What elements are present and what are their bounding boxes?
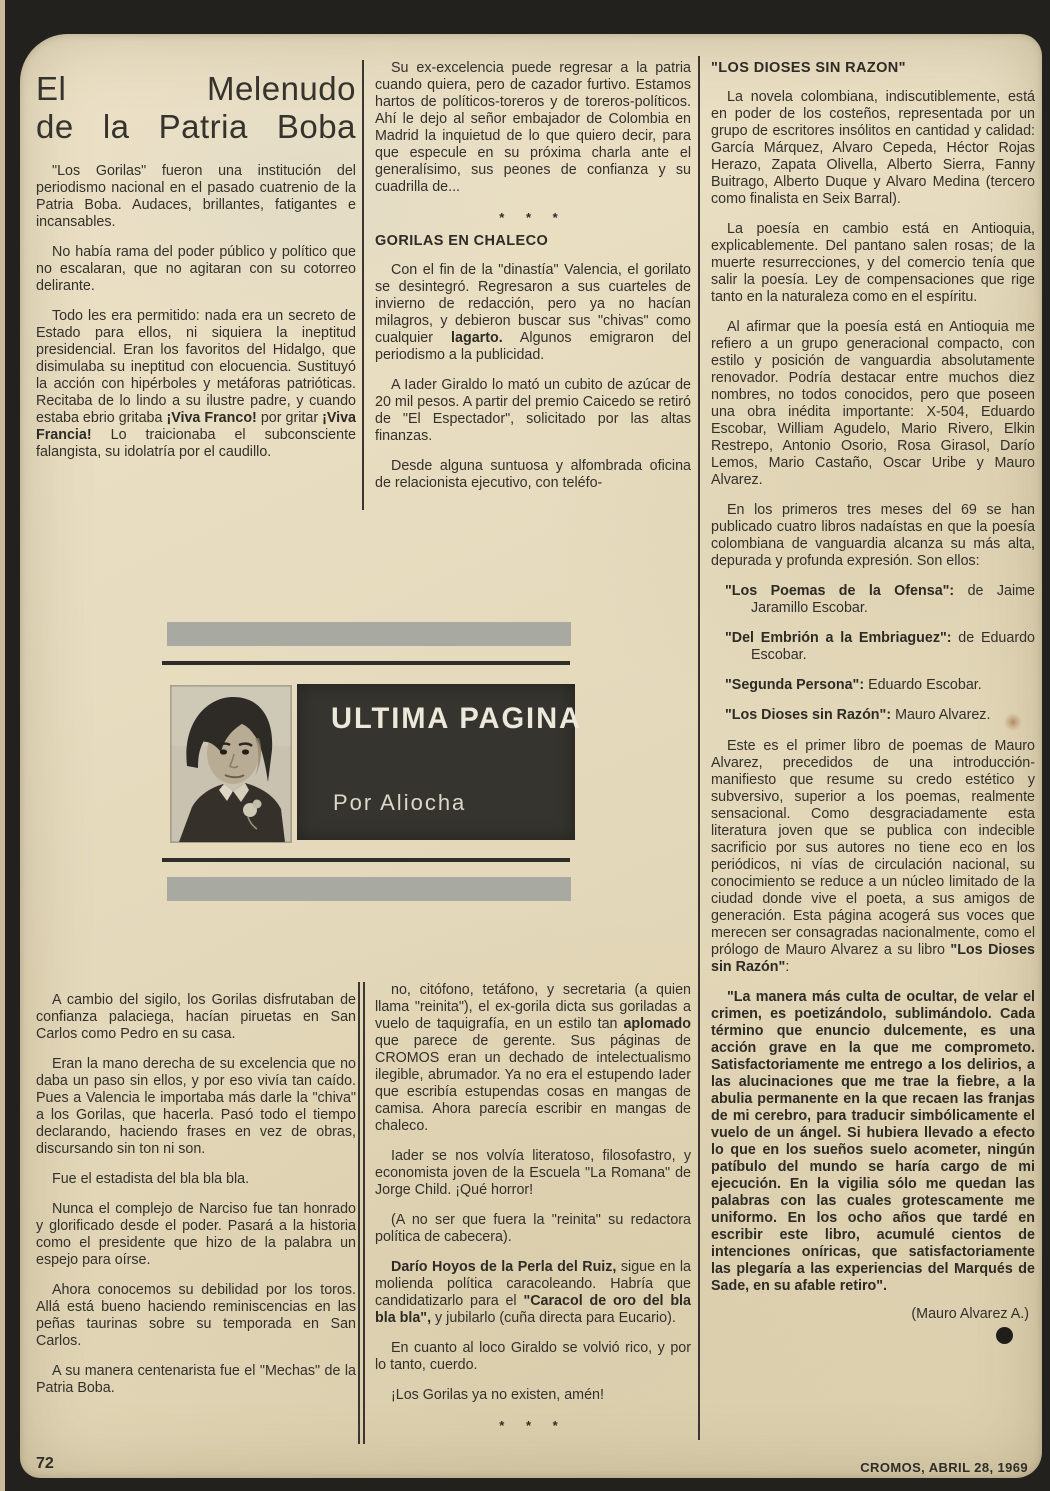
- paragraph: La poesía en cambio está en Antioquia, explicablemente. Del pantano salen rosas; de la muerte resurrecciones, y del comercio tenía que salir la poesía. Ley de compensaciones que rige tanto en la naturaleza como en el espíritu.: [711, 221, 1035, 305]
- paragraph: No había rama del poder público y político que no escalaran, que no agitaran con su cotorreo delirante.: [36, 244, 356, 294]
- decorative-gray-bar-top: [167, 622, 571, 646]
- paragraph: Ahora conocemos su debilidad por los toros. Allá está bueno haciendo reminiscencias en las peñas taurinas sobre su temporada en San Carlos.: [36, 1282, 356, 1349]
- paragraph: Todo les era permitido: nada era un secreto de Estado para ellos, ni siquiera la ineptitud presidencial. Eran los favoritos del Hidalgo, que disimulaba su ineptitud con elocuencia. Sustituyó la acción con hipérboles y metáforas patrióticas. Recitaba de lo lindo a su ilustre padre, y cuando estaba ebrio gritaba ¡Viva Franco! por gritar ¡Viva Francia! Lo traicionaba el subconsciente falangista, su idolatría por el caudillo.: [36, 308, 357, 460]
- book-list-item: "Del Embrión a la Embriaguez": de Eduardo Escobar.: [725, 630, 1035, 663]
- paragraph: Eran la mano derecha de su excelencia que no daba un paso sin ellos, y por eso vivía tan caído. Pues a Valencia le importaba más darle la "chiva" a los Gorilas, que hacerla. Pasó todo el tiempo declarando, haciendo frases en vez de obras, discursando sin ton ni son.: [36, 1056, 356, 1157]
- paragraph: "Los Gorilas" fueron una institución del periodismo nacional en el pasado cuatrenio de la Patria Boba. Audaces, brillantes, fatigantes e incansables.: [36, 163, 356, 230]
- quote-attribution: (Mauro Alvarez A.): [911, 1306, 1029, 1322]
- paragraph: Nunca el complejo de Narciso fue tan honrado y glorificado desde el poder. Pasará a la historia como el presidente que hizo de la palabra un espejo para oírse.: [36, 1201, 356, 1268]
- magazine-page: [20, 34, 1042, 1478]
- paragraph: A cambio del sigilo, los Gorilas disfrutaban de confianza palaciega, hacían piruetas en San Carlos como Pedro en su casa.: [36, 992, 356, 1042]
- section-separator-stars: * * *: [499, 210, 567, 225]
- decorative-gray-bar-bottom: [167, 877, 571, 901]
- paragraph: Con el fin de la "dinastía" Valencia, el gorilato se desintegró. Regresaron a sus cuarteles de invierno de redacción, pero ya no hacían milagros, y debieron buscar sus "chivas" como cualquier lagarto. Algunos emigraron del periodismo a la publicidad.: [375, 262, 691, 363]
- paragraph: Al afirmar que la poesía está en Antioquia me refiero a un grupo generacional compacto, con estilo y posición de vanguardia absolutamente renovador. Podría destacar entre muchos diez nombres, no todos conocidos, pero que poseen una obra inédita importante: X-504, Eduardo Escobar, William Agudelo, Mario Rivero, Elkin Restrepo, Antonio Osorio, Rosa Girasol, Darío Lemos, Mario Castaño, Oscar Uribe y Mauro Alvarez.: [711, 319, 1035, 488]
- column-middle-top: [375, 60, 691, 505]
- paragraph: "La manera más culta de ocultar, de velar el crimen, es poetizándolo, sublimándolo. Cada término que enuncio dulcemente, es una acción grave en la que me comprometo. Satisfactoriamente me entrego a los delirios, a las alucinaciones que me trae la fiebre, a la abulia permanente en la que recaen las franjas de mi cerebro, para traducir simbólicamente el vuelo de un ángel. Si hubiera llevado a efecto lo que en los sueños suelo acometer, ningún patíbulo del mundo se haría cargo de mi ejecución. En la vigilia sólo me quedan las palabras con las cuales grotescamente me uniformo. En los ocho años que tardé en escribir este libro, acumulé cientos de intenciones oníricas, que satisfactoriamente las plegaría a las experiencias del Marqués de Sade, en su afable retiro".: [711, 989, 1035, 1294]
- portrait-illustration: [171, 686, 291, 842]
- aliocha-portrait-photo: [171, 686, 291, 842]
- paragraph: A su manera centenarista fue el "Mechas" de la Patria Boba.: [36, 1363, 356, 1396]
- paragraph: Iader se nos volvía literatoso, filosofastro, y economista joven de la Escuela "La Romana" de Jorge Child. ¡Qué horror!: [375, 1148, 691, 1198]
- title-word: Patria: [158, 108, 248, 145]
- paragraph: Este es el primer libro de poemas de Mauro Alvarez, precedidos de una introducción-manifiesto que resume su credo estético y subversivo, superior a los poemas, realmente sensacional. Como desgraciadamente esta literatura joven que se publica con indecible sacrificio por sus autores no tiene eco en los periódicos, ni vías de circulación nacional, su conocimiento se reduce a un núcleo limitado de la ciudad donde vive el poeta, a sus amigos de generación. Esta página acogerá sus voces que merecen ser consagradas nacionalmente, como el prólogo de Mauro Alvarez a su libro "Los Dioses sin Razón":: [711, 738, 1035, 975]
- scan-edge-strip: [0, 0, 5, 1491]
- paragraph-group-left-top: [36, 163, 356, 461]
- paragraph: Su ex-excelencia puede regresar a la patria cuando quiera, pero de cazador furtivo. Estamos hartos de políticos-toreros y de toreros-políticos. Ahí le dejo al señor embajador de Colombia en Madrid la inquietud de lo que quiero decir, para que especule en su próxima charla ante el generalísimo, sus peones de confianza y su cuadrilla de...: [375, 60, 691, 195]
- column-left-top: [36, 70, 356, 474]
- paragraph: En cuanto al loco Giraldo se volvió rico, y por lo tanto, cuerdo.: [375, 1340, 691, 1373]
- column-middle-bottom: [375, 982, 691, 1441]
- ultima-pagina-banner: [297, 684, 582, 840]
- article-title-line-1: [36, 70, 356, 108]
- article-title-line-2: [36, 108, 356, 146]
- paragraph: La novela colombiana, indiscutiblemente, está en poder de los costeños, representada por un grupo de escritores insólitos en cantidad y calidad: García Márquez, Alvaro Cepeda, Héctor Rojas Herazo, Zapata Olivella, Alberto Sierra, Fanny Buitrago, Alberto Duque y Alvaro Medina (tercero como finalista en Seix Barral).: [711, 89, 1035, 207]
- page-number: 72: [36, 1455, 54, 1472]
- paragraph: A Iader Giraldo lo mató un cubito de azúcar de 20 mil pesos. A partir del premio Caicedo se retiró de "El Espectador", solicitado por las altas finanzas.: [375, 377, 691, 444]
- title-word: El: [36, 70, 67, 107]
- column-rule-left-middle-bottom: [358, 982, 365, 1444]
- column-rule-left-middle-top: [362, 60, 364, 510]
- banner-title: ULTIMA PAGINA: [331, 702, 582, 735]
- banner-byline: Por Aliocha: [333, 790, 467, 815]
- end-of-article-dot: [996, 1327, 1013, 1344]
- horizontal-rule-bottom: [162, 858, 570, 862]
- section-heading: "LOS DIOSES SIN RAZON": [711, 60, 906, 76]
- title-word: de: [36, 108, 74, 145]
- paragraph: Fue el estadista del bla bla bla.: [52, 1171, 250, 1187]
- paragraph: Darío Hoyos de la Perla del Ruiz, sigue en la molienda política caracoleando. Habría que candidatizarlo para el "Caracol de oro del bla bla bla", y jubilarlo (cuña directa para Eucario).: [375, 1259, 691, 1326]
- column-rule-middle-right: [698, 56, 700, 1440]
- title-word: la: [102, 108, 130, 145]
- paragraph: no, citófono, tetáfono, y secretaria (a quien llama "reinita"), el ex-gorila dicta sus goriladas a vuelo de taquigrafía, en un estilo tan aplomado que parece de gerente. Sus páginas de CROMOS eran un dechado de intelectualismo ilegible, abrumador. Ya no era el estupendo Iader que escribía estupendas cosas en mangas de camisa. Ahora parecía escribir en mangas de chaleco.: [375, 982, 691, 1134]
- book-list-item: "Los Dioses sin Razón": Mauro Alvarez.: [725, 707, 991, 723]
- paragraph: En los primeros tres meses del 69 se han publicado cuatro libros nadaístas en que la poesía colombiana de vanguardia alcanza su más alta, depurada y profunda expresión. Son ellos:: [711, 502, 1035, 569]
- magazine-issue-date: CROMOS, ABRIL 28, 1969: [860, 1460, 1028, 1475]
- paragraph: (A no ser que fuera la "reinita" su redactora política de cabecera).: [375, 1212, 691, 1245]
- section-heading: GORILAS EN CHALECO: [375, 233, 549, 249]
- title-word: Boba: [276, 108, 356, 145]
- paragraph: Desde alguna suntuosa y alfombrada oficina de relacionista ejecutivo, con teléfo-: [375, 458, 691, 491]
- article-title: [36, 70, 356, 146]
- title-word: Melenudo: [207, 70, 356, 107]
- paragraph: ¡Los Gorilas ya no existen, amén!: [391, 1387, 604, 1403]
- column-right: [711, 60, 1035, 1344]
- book-list-item: "Los Poemas de la Ofensa": de Jaime Jaramillo Escobar.: [725, 583, 1035, 616]
- section-separator-stars: * * *: [499, 1418, 567, 1433]
- column-left-bottom: [36, 992, 356, 1410]
- horizontal-rule-top: [162, 661, 570, 665]
- book-list-item: "Segunda Persona": Eduardo Escobar.: [725, 677, 982, 693]
